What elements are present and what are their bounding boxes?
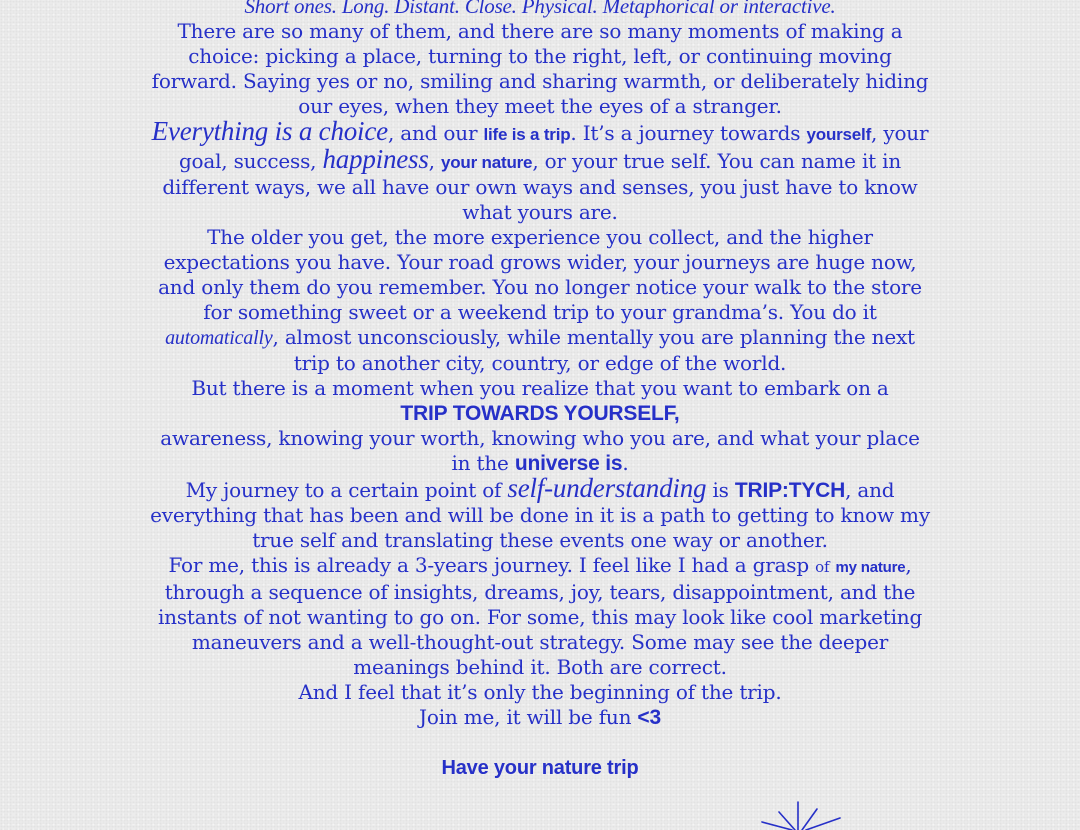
triptych-brand: TRIP:TYCH <box>734 479 846 502</box>
paragraph-join: Join me, it will be fun <3 <box>419 705 661 729</box>
paragraph-choice: Everything is a choice, and our life is a trip. It’s a journey towards yourself, your goal, success, happiness, your nature, or your true self. You can name it in different ways, we all have our own ways and senses, you just have to know what yours are. <box>151 116 929 224</box>
spacer <box>150 730 930 755</box>
tagline <box>150 755 930 781</box>
universe-is-highlight: universe is <box>514 452 623 475</box>
self-understanding-highlight: self-understanding <box>507 473 707 503</box>
heart-symbol: <3 <box>637 706 661 729</box>
sunburst-icon <box>752 796 852 830</box>
intro-line <box>150 0 930 19</box>
paragraph-choices: There are so many of them, and there are so many moments of making a choice: picking a place, turning to the right, left, or continuing moving forward. Saying yes or no, smiling and sharing warmth, or deliberately hiding our eyes, when they meet the eyes of a stranger. <box>151 19 929 118</box>
happiness-highlight: happiness <box>322 144 429 174</box>
everything-is-a-choice: Everything is a choice <box>151 116 388 146</box>
my-nature-highlight: my nature <box>835 559 906 576</box>
paragraph-three-years: For me, this is already a 3-years journey. I feel like I had a grasp of my nature, through a sequence of insights, dreams, joy, tears, disappointment, and the instants of not wanting to go on. For some, this may look like cool marketing maneuvers and a well-thought-out strategy. Some may see the deeper meanings behind it. Both are correct. <box>157 553 923 679</box>
paragraph-embark: But there is a moment when you realize that you want to embark on a TRIP TOWARDS YOURSELF, awareness, knowing your worth, knowing who you are, and what your place in the universe is. <box>160 376 920 475</box>
your-nature-highlight: your nature <box>440 153 533 172</box>
trip-towards-yourself-heading: TRIP TOWARDS YOURSELF, <box>400 402 680 425</box>
paragraph-beginning: And I feel that it’s only the beginning of the trip. <box>298 680 782 704</box>
automatically-highlight: automatically <box>165 327 273 349</box>
paragraph-journey: My journey to a certain point of self-understanding is TRIP:TYCH, and everything that has been and will be done in it is a path to getting to know my true self and translating these events one way or another. <box>150 473 930 552</box>
manifesto-text <box>150 0 930 781</box>
tagline-text: Have your nature trip <box>441 757 639 779</box>
intro-text: Short ones. Long. Distant. Close. Physical. Metaphorical or interactive. <box>244 0 836 18</box>
life-is-a-trip: life is a trip <box>483 125 571 144</box>
yourself-highlight: yourself <box>806 125 872 144</box>
paragraph-experience: The older you get, the more experience you collect, and the higher expectations you have. Your road grows wider, your journeys are huge now, and only them do you remember. You no longer notice your walk to the store for something sweet or a weekend trip to your grandma’s. You do it automatically, almost unconsciously, while mentally you are planning the next trip to another city, country, or edge of the world. <box>158 225 922 375</box>
